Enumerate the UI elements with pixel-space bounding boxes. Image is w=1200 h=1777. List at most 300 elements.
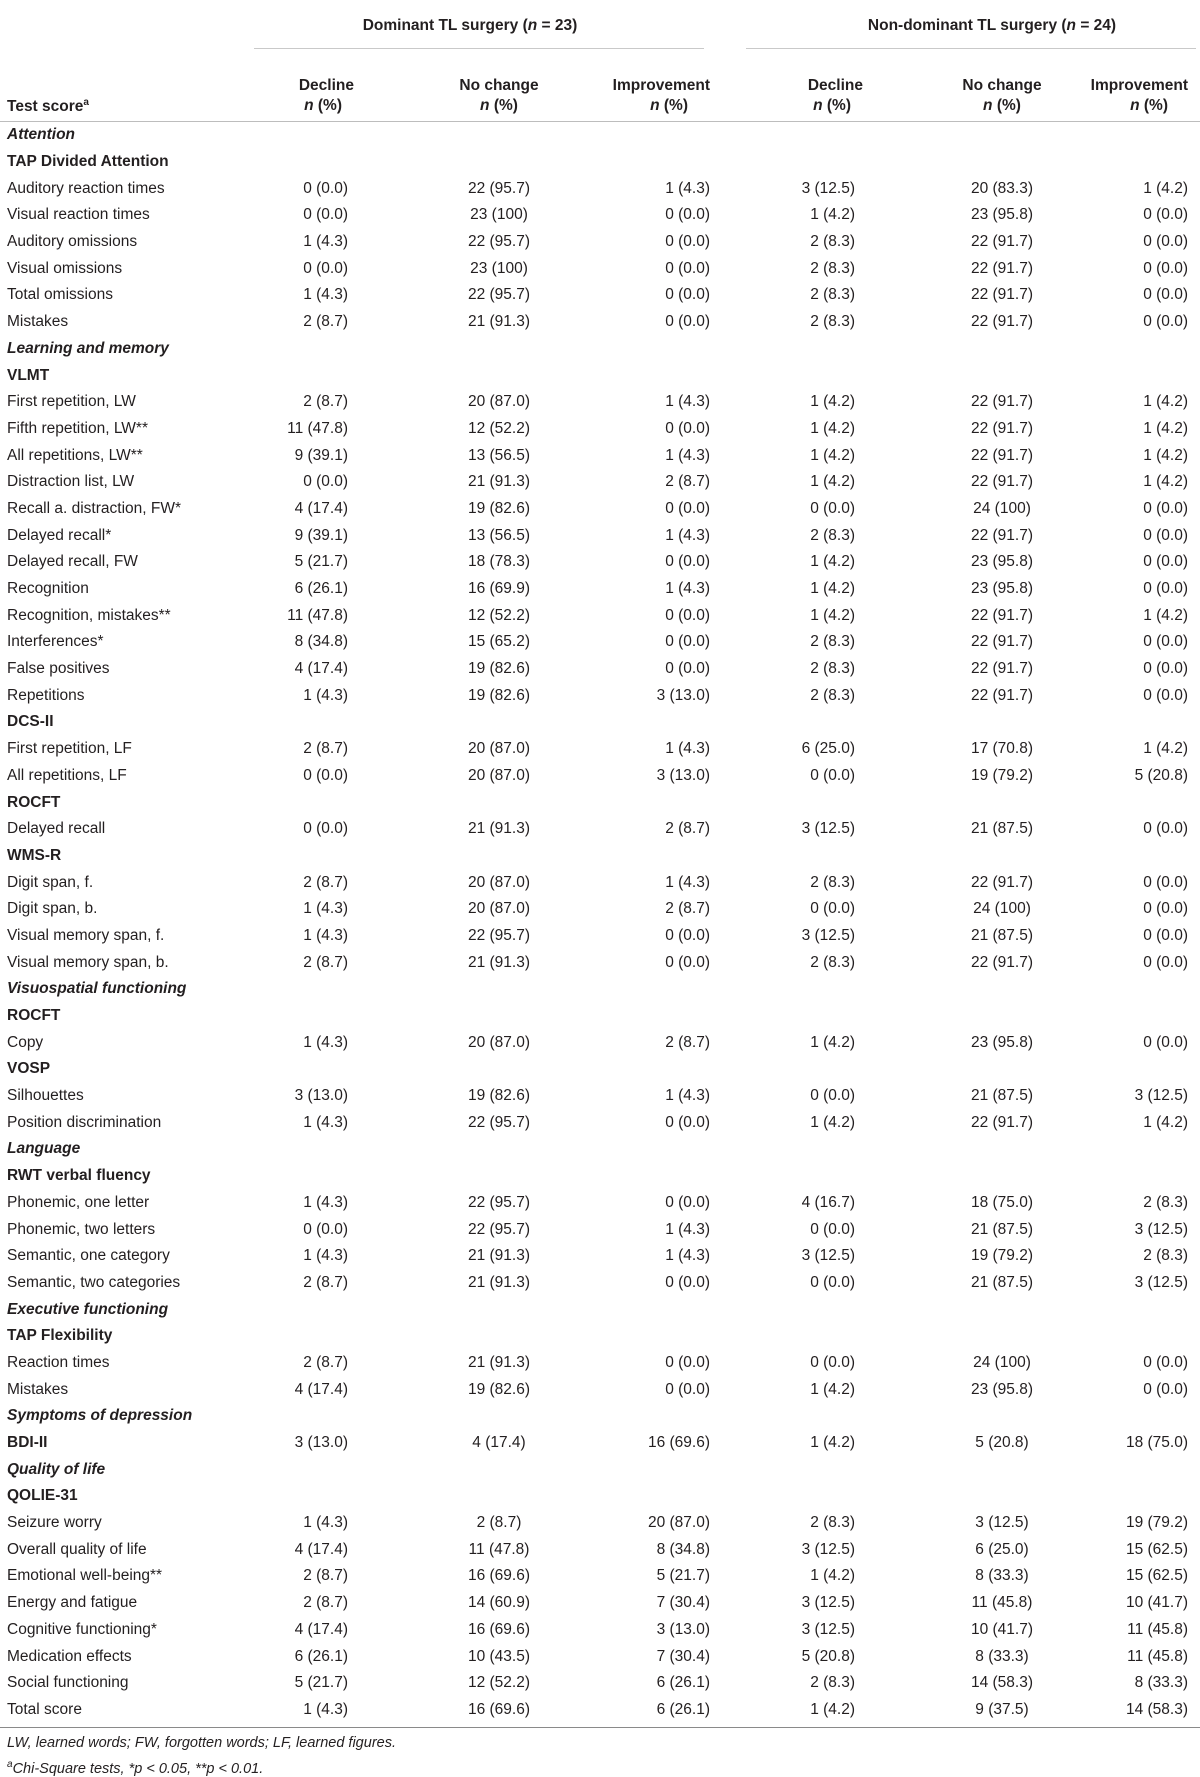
cell-value: 22 (91.7) [970,873,1034,891]
cell-value: 0 (0.0) [303,206,348,224]
test-row [0,789,1200,816]
cell-value: 0 (0.0) [665,633,710,651]
cell-value: 21 (91.3) [467,820,531,838]
row-label: Reaction times [7,1353,110,1371]
cell-value: 0 (0.0) [1143,526,1189,544]
row-label: First repetition, LF [7,740,132,758]
cell-value: 1 (4.3) [665,526,710,544]
table-row [0,656,1200,683]
row-label: Medication effects [7,1647,132,1665]
cell-value: 8 (33.3) [975,1647,1029,1665]
cell-value: 10 (41.7) [1125,1594,1189,1612]
cell-value: 2 (8.3) [810,633,855,651]
cell-value: 0 (0.0) [665,313,710,331]
row-label: Learning and memory [7,339,169,357]
cell-value: 7 (30.4) [656,1594,710,1612]
col-sub-4: n (%) [728,97,891,122]
table-row [0,1376,1200,1403]
row-label: ROCFT [7,1007,61,1025]
table-row [0,1029,1200,1056]
row-label: Auditory reaction times [7,179,165,197]
row-label: QOLIE-31 [7,1487,78,1505]
cell-value: 1 (4.2) [1143,179,1189,197]
col-sub-1: n (%) [252,97,368,122]
cell-value: 12 (52.2) [467,1674,531,1692]
cell-value: 1 (4.3) [303,1514,348,1532]
cell-value: 21 (91.3) [467,1247,531,1265]
cell-value: 0 (0.0) [665,1193,710,1211]
cell-value: 1 (4.3) [665,393,710,411]
cell-value: 0 (0.0) [1143,499,1189,517]
table-row [0,1216,1200,1243]
table-row [0,1083,1200,1110]
cell-value: 22 (95.7) [467,179,531,197]
row-label: Silhouettes [7,1087,84,1105]
cell-value: 6 (25.0) [801,740,855,758]
cell-value: 6 (26.1) [656,1700,710,1718]
row-label: Recognition [7,580,89,598]
row-label: Emotional well-being** [7,1567,163,1585]
row-label: All repetitions, LF [7,766,127,784]
cell-value: 3 (12.5) [1134,1273,1189,1291]
cell-value: 8 (34.8) [294,633,348,651]
cell-value: 21 (91.3) [467,953,531,971]
cell-value: 15 (62.5) [1125,1567,1189,1585]
cell-value: 1 (4.2) [810,206,855,224]
cell-value: 0 (0.0) [1143,1353,1189,1371]
cell-value: 5 (21.7) [294,1674,348,1692]
table-row [0,202,1200,229]
cell-value: 1 (4.3) [665,1220,710,1238]
table-header [0,0,1200,122]
row-label: Visuospatial functioning [7,980,187,998]
col-sub-2: n (%) [368,97,600,122]
cell-value: 0 (0.0) [810,1220,855,1238]
table-row [0,1510,1200,1537]
cell-value: 2 (8.7) [665,900,710,918]
cell-value: 19 (79.2) [1125,1514,1189,1532]
cell-value: 0 (0.0) [665,1113,710,1131]
cell-value: 22 (91.7) [970,233,1034,251]
cell-value: 18 (78.3) [467,553,531,571]
table-row [0,1350,1200,1377]
cell-value: 1 (4.2) [810,393,855,411]
test-row [0,1323,1200,1350]
row-label: TAP Divided Attention [7,153,169,171]
row-label: Phonemic, one letter [7,1193,150,1211]
row-label: Recognition, mistakes** [7,606,171,624]
cell-value: 22 (91.7) [970,606,1034,624]
cell-value: 22 (95.7) [467,926,531,944]
cell-value: 24 (100) [973,1353,1031,1371]
cell-value: 2 (8.7) [476,1514,522,1532]
cell-value: 21 (91.3) [467,1273,531,1291]
row-label: Cognitive functioning* [7,1620,157,1638]
row-label: Digit span, b. [7,900,98,918]
table-row [0,496,1200,523]
test-row [0,843,1200,870]
cell-value: 20 (87.0) [467,873,531,891]
cell-value: 13 (56.5) [467,446,531,464]
cell-value: 21 (87.5) [970,1220,1034,1238]
category-row [0,976,1200,1003]
cell-value: 0 (0.0) [810,900,855,918]
cell-value: 2 (8.7) [303,1594,348,1612]
row-label: Position discrimination [7,1113,162,1131]
row-label: Semantic, two categories [7,1273,181,1291]
cell-value: 0 (0.0) [810,499,855,517]
cell-value: 1 (4.2) [810,1033,855,1051]
cell-value: 18 (75.0) [1125,1434,1189,1452]
cell-value: 14 (58.3) [970,1674,1034,1692]
table-row [0,282,1200,309]
cell-value: 2 (8.7) [665,820,710,838]
col-sub-5: n (%) [891,97,1085,122]
cell-value: 2 (8.7) [303,740,348,758]
cell-value: 5 (20.8) [1134,766,1189,784]
cell-value: 8 (33.3) [1134,1674,1189,1692]
cell-value: 0 (0.0) [1143,553,1189,571]
cell-value: 0 (0.0) [665,606,710,624]
cell-value: 0 (0.0) [665,1273,710,1291]
cell-value: 1 (4.3) [665,1247,710,1265]
table-row [0,522,1200,549]
cell-value: 6 (26.1) [294,1647,348,1665]
cell-value: 23 (95.8) [970,553,1034,571]
cell-value: 3 (13.0) [294,1434,348,1452]
row-label: Delayed recall* [7,526,112,544]
footnote-statistics: $^a$Chi-Square tests, *p < 0.05, **p < 0.01. [7,1759,264,1777]
cell-value: 23 (100) [470,259,528,277]
test-row [0,1483,1200,1510]
cell-value: 4 (17.4) [294,1380,348,1398]
col-label-improvement-2: Improvement [1090,77,1189,94]
cell-value: 24 (100) [973,900,1031,918]
cell-value: 0 (0.0) [1143,313,1189,331]
col-label-decline-1: Decline [298,77,354,94]
cell-value: 1 (4.3) [665,179,710,197]
row-label: Fifth repetition, LW** [7,419,148,437]
cell-value: 1 (4.3) [665,446,710,464]
cell-value: 0 (0.0) [810,1087,855,1105]
table-row [0,549,1200,576]
cell-value: 20 (87.0) [467,900,531,918]
row-label: Executive functioning [7,1300,169,1318]
cell-value: 0 (0.0) [1143,873,1189,891]
cell-value: 2 (8.3) [810,233,855,251]
cell-value: 1 (4.2) [810,1700,855,1718]
row-label: Total score [7,1700,82,1718]
cell-value: 0 (0.0) [1143,820,1189,838]
cell-value: 0 (0.0) [303,1220,348,1238]
cell-value: 22 (91.7) [970,953,1034,971]
cell-value: 18 (75.0) [970,1193,1034,1211]
row-label: WMS-R [7,846,62,864]
cell-value: 22 (91.7) [970,633,1034,651]
cell-value: 0 (0.0) [1143,259,1189,277]
cell-value: 20 (87.0) [467,1033,531,1051]
cell-value: 2 (8.7) [303,313,348,331]
cell-value: 20 (83.3) [970,179,1034,197]
cell-value: 0 (0.0) [665,259,710,277]
row-label: Symptoms of depression [7,1407,193,1425]
cell-value: 0 (0.0) [303,473,348,491]
cell-value: 22 (91.7) [970,473,1034,491]
cell-value: 3 (12.5) [801,820,855,838]
cell-value: 1 (4.2) [1143,393,1189,411]
cell-value: 5 (20.8) [975,1434,1029,1452]
table-row [0,1190,1200,1217]
cell-value: 6 (25.0) [975,1540,1029,1558]
cell-value: 3 (12.5) [801,1540,855,1558]
table-row [0,1109,1200,1136]
cell-value: 2 (8.7) [665,1033,710,1051]
col-label-nochange-1: No change [459,77,539,94]
cell-value: 2 (8.3) [1143,1193,1189,1211]
cell-value: 4 (17.4) [294,1620,348,1638]
cell-value: 4 (17.4) [294,499,348,517]
cell-value: 22 (91.7) [970,286,1034,304]
cell-value: 22 (95.7) [467,1220,531,1238]
test-row [0,362,1200,389]
test-row [0,149,1200,176]
cell-value: 0 (0.0) [665,1380,710,1398]
cell-value: 21 (87.5) [970,926,1034,944]
footnote-abbreviations: LW, learned words; FW, forgotten words; LF, learned figures. [7,1735,396,1752]
cell-value: 4 (17.4) [472,1434,526,1452]
table-row [0,816,1200,843]
row-label: Interferences* [7,633,104,651]
cell-value: 1 (4.2) [1143,606,1189,624]
row-label: Semantic, one category [7,1247,170,1265]
test-row [0,1163,1200,1190]
cell-value: 0 (0.0) [665,553,710,571]
cell-value: 1 (4.2) [810,553,855,571]
cell-value: 1 (4.2) [810,419,855,437]
cell-value: 0 (0.0) [665,419,710,437]
row-label: VOSP [7,1060,51,1078]
cell-value: 5 (21.7) [656,1567,710,1585]
cell-value: 11 (47.8) [468,1540,530,1558]
category-row [0,1136,1200,1163]
cell-value: 3 (12.5) [975,1514,1029,1532]
cell-value: 22 (91.7) [970,660,1034,678]
cell-value: 4 (16.7) [801,1193,855,1211]
cell-value: 2 (8.7) [303,1273,348,1291]
row-label: Repetitions [7,686,85,704]
cell-value: 5 (21.7) [294,553,348,571]
cell-value: 16 (69.6) [467,1700,531,1718]
cell-value: 0 (0.0) [665,1353,710,1371]
row-label: Visual reaction times [7,206,150,224]
row-label: Overall quality of life [7,1540,147,1558]
cell-value: 21 (87.5) [970,1273,1034,1291]
cell-value: 20 (87.0) [467,393,531,411]
table-row [0,229,1200,256]
cell-value: 10 (43.5) [467,1647,531,1665]
cell-value: 1 (4.3) [303,1700,348,1718]
group-dominant-rule [254,48,704,49]
cell-value: 16 (69.6) [467,1620,531,1638]
table-row [0,576,1200,603]
category-row [0,336,1200,363]
cell-value: 1 (4.3) [665,580,710,598]
cell-value: 19 (82.6) [467,660,531,678]
cell-value: 5 (20.8) [801,1647,855,1665]
row-label: Visual memory span, b. [7,953,169,971]
table-row [0,1617,1200,1644]
cell-value: 2 (8.7) [303,873,348,891]
row-label: All repetitions, LW** [7,446,143,464]
cell-value: 1 (4.3) [303,1193,348,1211]
cell-value: 0 (0.0) [303,179,348,197]
cell-value: 2 (8.3) [810,686,855,704]
cell-value: 2 (8.7) [665,473,710,491]
table-row [0,1536,1200,1563]
row-label: Mistakes [7,313,69,331]
row-label: Delayed recall, FW [7,553,138,571]
cell-value: 3 (12.5) [1134,1087,1189,1105]
table-row [0,255,1200,282]
cell-value: 2 (8.3) [810,313,855,331]
table-row [0,629,1200,656]
cell-value: 0 (0.0) [1143,926,1189,944]
table-row [0,1643,1200,1670]
cell-value: 22 (91.7) [970,259,1034,277]
cell-value: 22 (91.7) [970,526,1034,544]
cell-value: 1 (4.2) [1143,473,1189,491]
row-label: Mistakes [7,1380,69,1398]
row-label: RWT verbal fluency [7,1167,151,1185]
cell-value: 6 (26.1) [294,580,348,598]
cell-value: 22 (91.7) [970,446,1034,464]
cell-value: 16 (69.9) [467,580,531,598]
cell-value: 2 (8.3) [810,873,855,891]
cell-value: 3 (12.5) [801,1247,855,1265]
cell-value: 6 (26.1) [656,1674,710,1692]
cell-value: 12 (52.2) [467,419,531,437]
cell-value: 0 (0.0) [665,660,710,678]
cell-value: 1 (4.2) [810,446,855,464]
cell-value: 1 (4.2) [1143,1113,1189,1131]
table-row [0,1270,1200,1297]
cell-value: 2 (8.7) [303,393,348,411]
cell-value: 9 (39.1) [294,526,348,544]
cell-value: 22 (91.7) [970,313,1034,331]
cell-value: 1 (4.3) [665,1087,710,1105]
cell-value: 19 (79.2) [970,1247,1034,1265]
row-label: Digit span, f. [7,873,94,891]
category-row [0,1403,1200,1430]
cell-value: 0 (0.0) [665,206,710,224]
cell-value: 19 (82.6) [467,1380,531,1398]
cell-value: 2 (8.3) [810,259,855,277]
cell-value: 0 (0.0) [810,766,855,784]
cell-value: 1 (4.2) [810,1113,855,1131]
col-label-nochange-2: No change [962,77,1042,94]
cell-value: 23 (95.8) [970,1033,1034,1051]
cell-value: 1 (4.3) [665,740,710,758]
cell-value: 21 (91.3) [467,1353,531,1371]
cell-value: 8 (33.3) [975,1567,1029,1585]
row-label: Auditory omissions [7,233,138,251]
row-label: Total omissions [7,286,113,304]
table-row [0,309,1200,336]
table-row [0,869,1200,896]
table-row [0,949,1200,976]
row-label: Visual omissions [7,259,123,277]
table-row [0,763,1200,790]
cell-value: 23 (95.8) [970,206,1034,224]
cell-value: 19 (82.6) [467,1087,531,1105]
cell-value: 21 (87.5) [970,1087,1034,1105]
cell-value: 17 (70.8) [970,740,1034,758]
cell-value: 1 (4.3) [303,1113,348,1131]
col-label-decline-2: Decline [807,77,863,94]
cell-value: 0 (0.0) [1143,900,1189,918]
cell-value: 15 (65.2) [467,633,531,651]
cell-value: 0 (0.0) [1143,233,1189,251]
cell-value: 11 (47.8) [287,606,348,624]
cell-value: 20 (87.0) [467,740,531,758]
cell-value: 3 (12.5) [801,179,855,197]
cell-value: 0 (0.0) [1143,660,1189,678]
cell-value: 2 (8.3) [810,286,855,304]
row-label: False positives [7,660,110,678]
cell-value: 9 (39.1) [294,446,348,464]
cell-value: 2 (8.3) [810,526,855,544]
cell-value: 2 (8.3) [810,1674,855,1692]
row-label: Quality of life [7,1460,106,1478]
cell-value: 1 (4.3) [665,873,710,891]
cell-value: 1 (4.3) [303,286,348,304]
table-row [0,1243,1200,1270]
row-label: TAP Flexibility [7,1327,113,1345]
col-label-improvement-1: Improvement [612,77,710,94]
col-sub-6: n (%) [1085,97,1200,122]
cell-value: 0 (0.0) [1143,686,1189,704]
cell-value: 0 (0.0) [1143,633,1189,651]
row-label: Copy [7,1033,44,1051]
cell-value: 2 (8.3) [1143,1247,1189,1265]
cell-value: 0 (0.0) [665,233,710,251]
cell-value: 2 (8.7) [303,1567,348,1585]
cell-value: 0 (0.0) [1143,286,1189,304]
cell-value: 16 (69.6) [467,1567,531,1585]
cell-value: 3 (12.5) [801,1620,855,1638]
row-label: First repetition, LW [7,393,136,411]
group-dominant-header: Dominant TL surgery (n = 23) [362,16,578,34]
cell-value: 3 (13.0) [656,686,710,704]
cell-value: 13 (56.5) [467,526,531,544]
cell-value: 22 (91.7) [970,686,1034,704]
table-row [0,602,1200,629]
cell-value: 9 (37.5) [975,1700,1029,1718]
category-row [0,122,1200,149]
cell-value: 1 (4.2) [810,473,855,491]
cell-value: 1 (4.2) [1143,740,1189,758]
cell-value: 22 (95.7) [467,1193,531,1211]
cell-value: 0 (0.0) [1143,1380,1189,1398]
cell-value: 1 (4.3) [303,686,348,704]
cell-value: 2 (8.3) [810,660,855,678]
cell-value: 7 (30.4) [656,1647,710,1665]
category-row [0,1456,1200,1483]
cell-value: 0 (0.0) [303,259,348,277]
cell-value: 1 (4.2) [810,606,855,624]
cell-value: 1 (4.2) [1143,419,1189,437]
table-row [0,1563,1200,1590]
